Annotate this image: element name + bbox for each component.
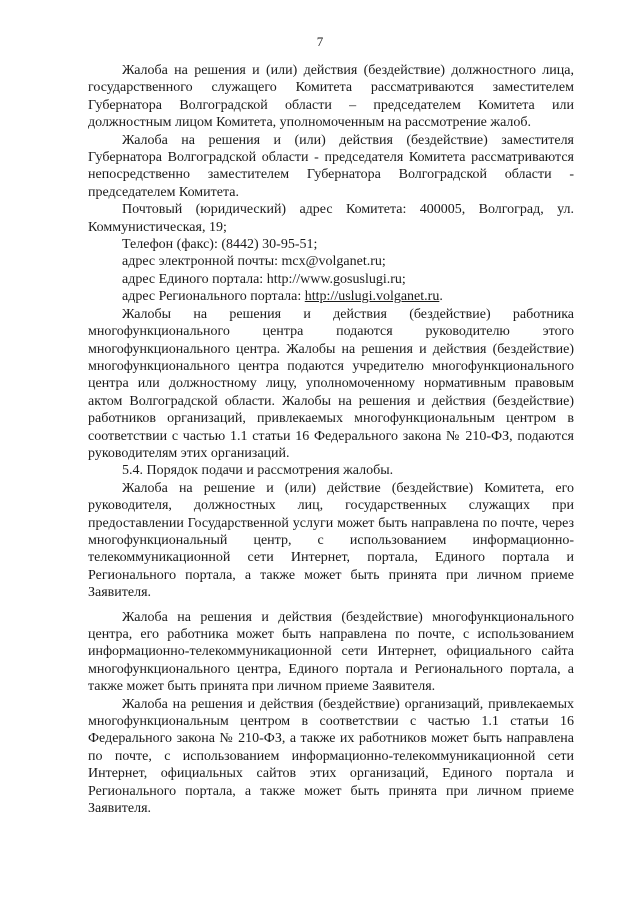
section-heading-5-4: 5.4. Порядок подачи и рассмотрения жалобы. xyxy=(122,463,394,479)
paragraph-complaint-committee-channels: Жалоба на решение и (или) действие (бездействие) Комитета, его руководителя, должностных лиц, государственных служащих при предоставлении Государственной услуги может быть направлена по почте, через многофункциональный центр, с использованием информационно-телекоммуникационной сети Интернет, портала, Единого портала и Регионального портала, а также может быть принята при личном приеме Заявителя. xyxy=(88,480,574,601)
regional-portal-suffix: . xyxy=(439,289,443,305)
paragraph-unified-portal: адрес Единого портала: http://www.gosuslugi.ru; xyxy=(122,271,406,287)
paragraph-complaint-deputy-governor: Жалоба на решения и (или) действия (бездействие) заместителя Губернатора Волгоградской области - председателя Комитета рассматриваются непосредственно заместителем Губернатора Волгоградской области - председателем Комитета. xyxy=(88,132,574,200)
paragraph-spacer xyxy=(88,602,574,609)
paragraph-regional-portal xyxy=(88,288,574,305)
document-body xyxy=(88,62,574,817)
paragraph-postal-address: Почтовый (юридический) адрес Комитета: 400005, Волгоград, ул. Коммунистическая, 19; xyxy=(88,202,574,235)
page-number: 7 xyxy=(316,34,324,49)
paragraph-phone: Телефон (факс): (8442) 30-95-51; xyxy=(122,237,318,253)
paragraph-complaint-organizations-channels: Жалоба на решения и действия (бездействие) организаций, привлекаемых многофункциональным центром в соответствии с частью 1.1 статьи 16 Федерального закона № 210-ФЗ, а также их работников может быть направлена по почте, с использованием информационно-телекоммуникационной сети Интернет, официальных сайтов этих организаций, Единого портала и Регионального портала, а также может быть принята при личном приеме Заявителя. xyxy=(88,696,574,817)
paragraph-complaint-officials: Жалоба на решения и (или) действия (бездействие) должностного лица, государственного служащего Комитета рассматриваются заместителем Губернатора Волгоградской области – председателем Комитета или должностным лицом Комитета, уполномоченным на рассмотрение жалоб. xyxy=(88,63,574,131)
paragraph-complaint-mfc-channels: Жалоба на решения и действия (бездействие) многофункционального центра, его работника может быть направлена по почте, с использованием информационно-телекоммуникационной сети Интернет, официального сайта многофункционального центра, Единого портала и Регионального портала, а также может быть принята при личном приеме Заявителя. xyxy=(88,609,574,695)
regional-portal-prefix: адрес Регионального портала: xyxy=(122,289,305,305)
regional-portal-link[interactable]: http://uslugi.volganet.ru xyxy=(304,289,440,305)
paragraph-mfc-complaints: Жалобы на решения и действия (бездействие) работника многофункционального центра подаются руководителю этого многофункционального центра. Жалобы на решения и действия (бездействие) многофункционального центра подаются учредителю многофункционального центра или должностному лицу, уполномоченному нормативным правовым актом Волгоградской области. Жалобы на решения и действия (бездействие) работников организаций, привлекаемых многофункциональным центром в соответствии с частью 1.1 статьи 16 Федерального закона № 210-ФЗ, подаются руководителям этих организаций. xyxy=(88,306,574,461)
paragraph-email: адрес электронной почты: mcx@volganet.ru; xyxy=(122,254,386,270)
